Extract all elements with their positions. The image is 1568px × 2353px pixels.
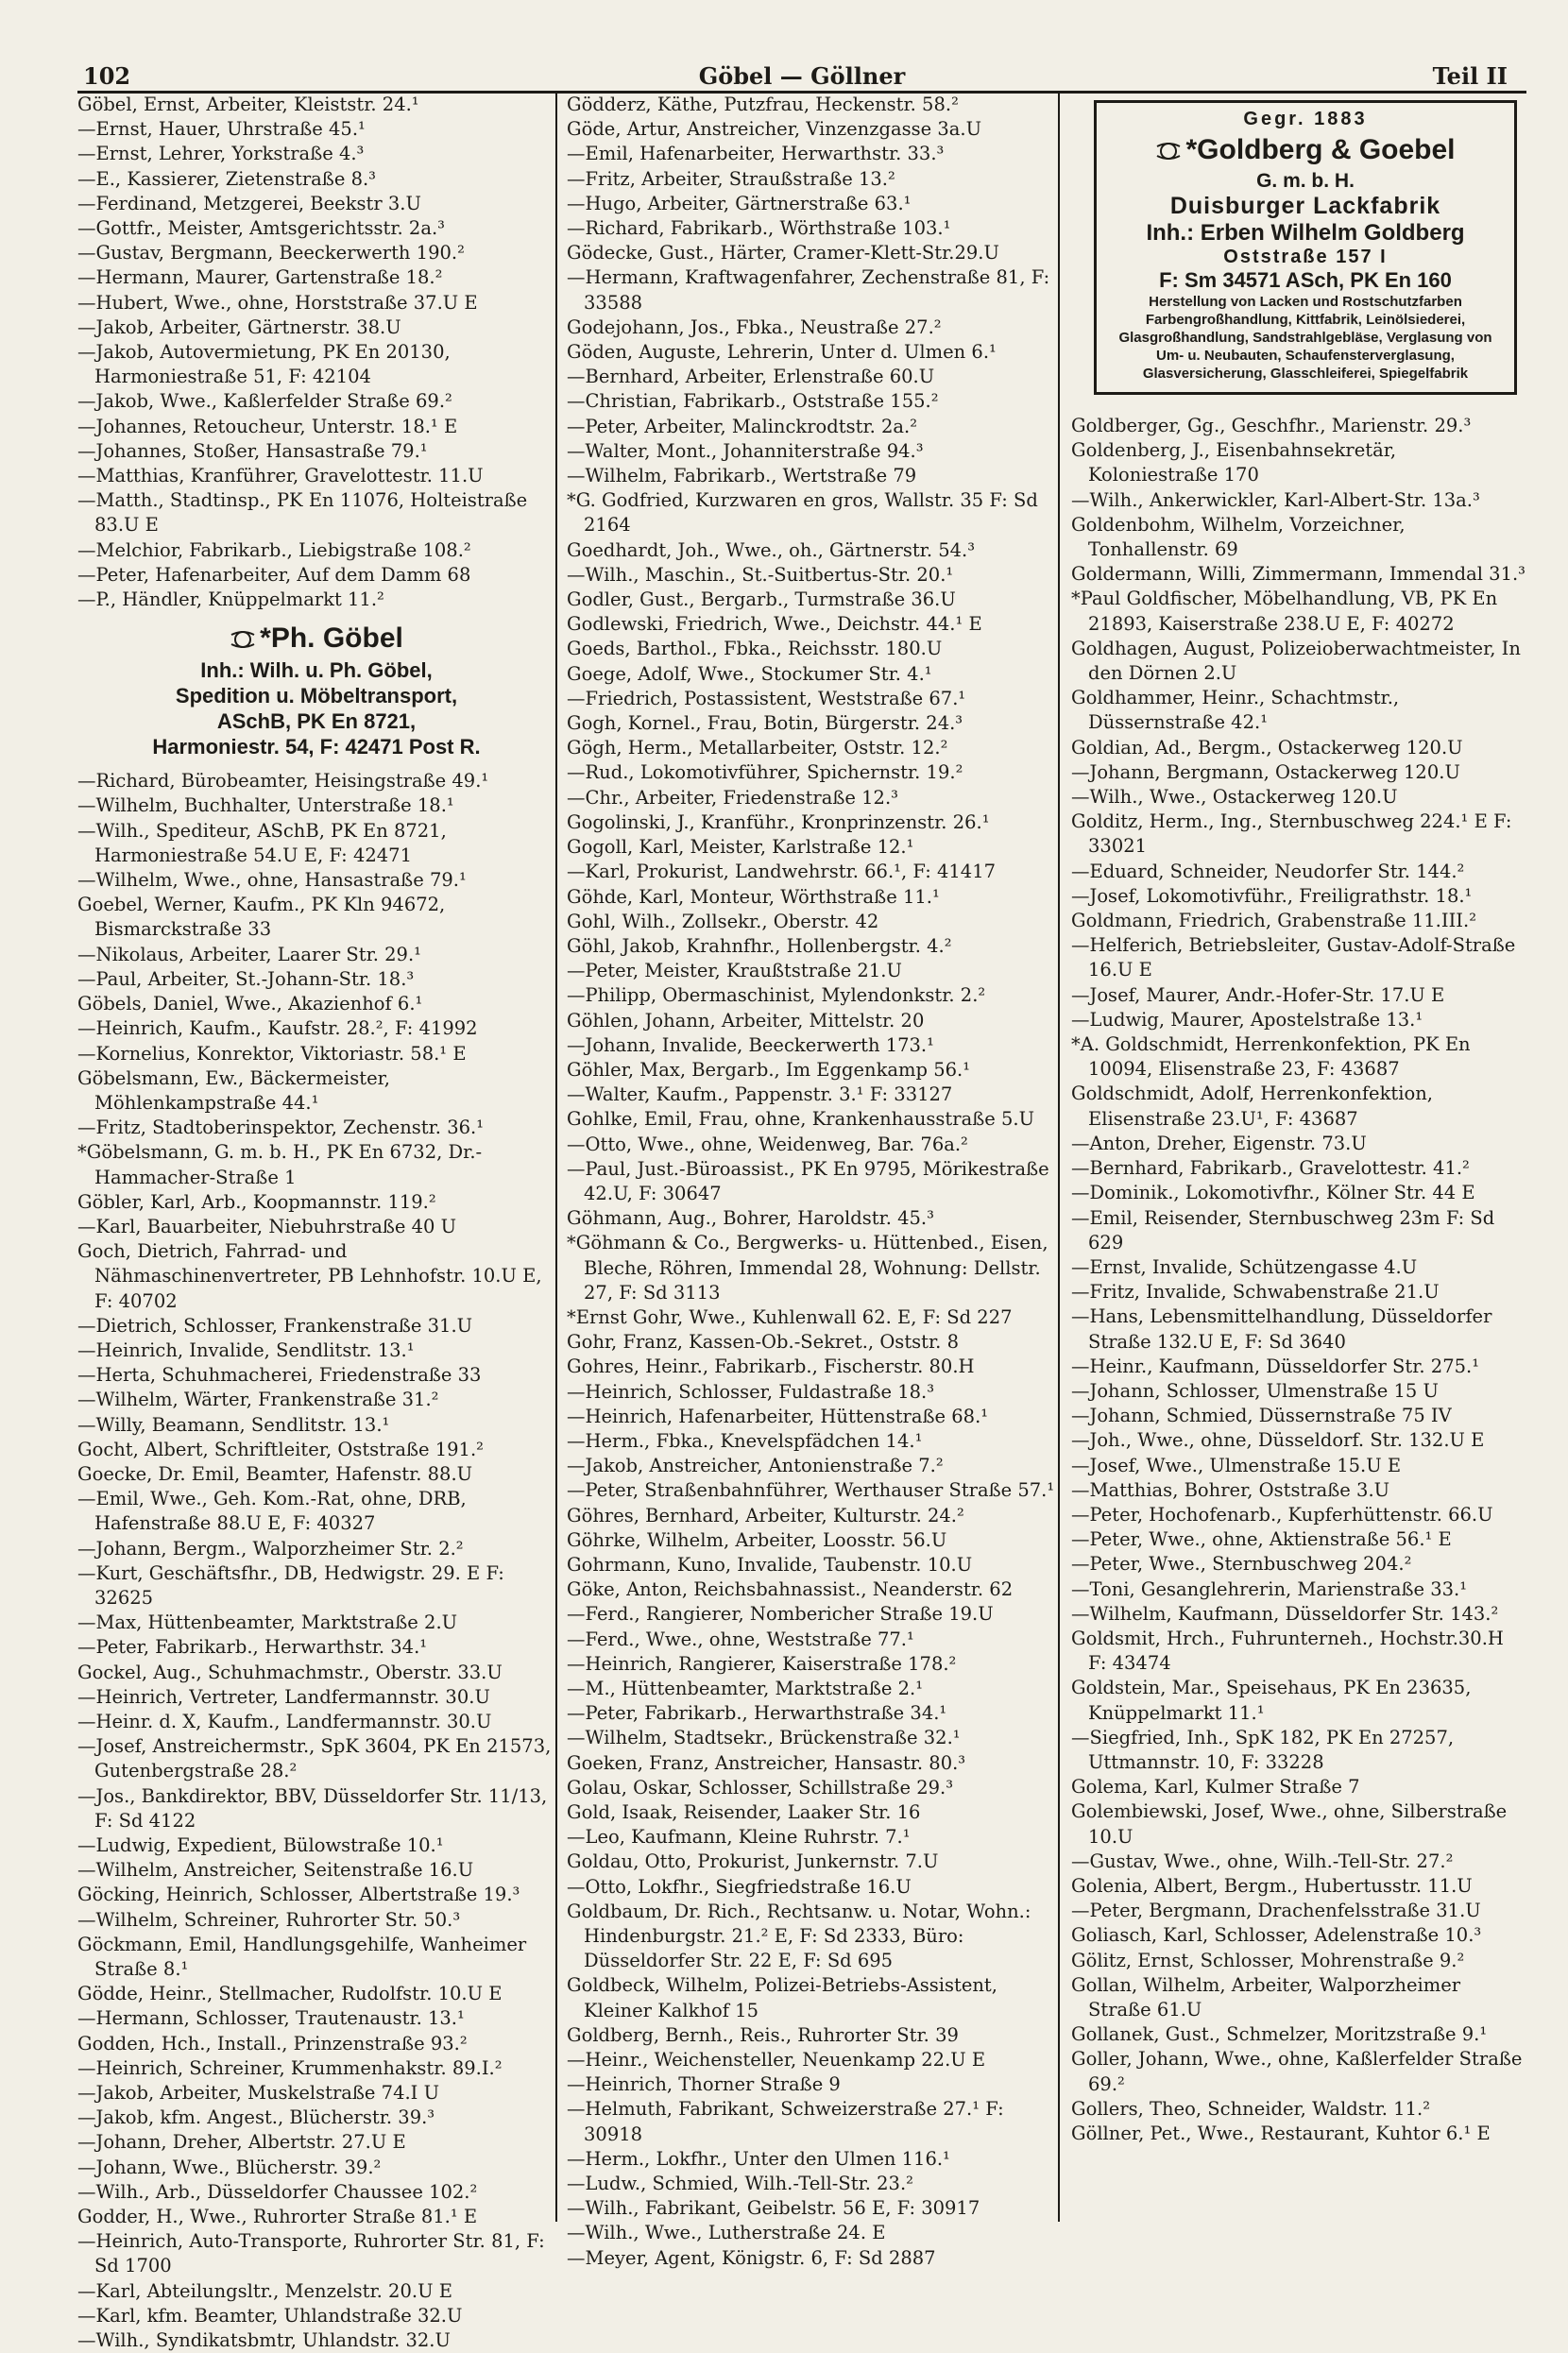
directory-entry: —Paul, Just.-Büroassist., PK En 9795, Mörikestraße 42.U, F: 30647: [567, 1157, 1049, 1204]
column-3: [1071, 93, 1526, 2222]
directory-entry: *Paul Goldfischer, Möbelhandlung, VB, PK En 21893, Kaiserstraße 238.U E, F: 40272: [1071, 588, 1498, 635]
directory-entry: —Heinrich, Schreiner, Krummenhakstr. 89.I.²: [77, 2056, 503, 2079]
directory-entry: Göde, Artur, Anstreicher, Vinzenzgasse 3a.U: [567, 118, 981, 141]
directory-entry: —Johannes, Stoßer, Hansastraße 79.¹: [77, 439, 428, 462]
directory-entry: —Richard, Fabrikarb., Wörthstraße 103.¹: [567, 217, 951, 240]
directory-entry: Göhlen, Johann, Arbeiter, Mittelstr. 20: [567, 1009, 925, 1032]
directory-entry: Goldhammer, Heinr., Schachtmstr., Düssernstraße 42.¹: [1071, 687, 1400, 734]
ad-goldberg-gmbh: G. m. b. H.: [1256, 170, 1355, 192]
directory-entry: —Wilh., Fabrikant, Geibelstr. 56 E, F: 30917: [567, 2197, 980, 2220]
directory-entry: Gogolinski, J., Kranführ., Kronprinzenstr. 26.¹: [567, 810, 990, 833]
ad-goldberg-name: Duisburger Lackfabrik: [1169, 193, 1441, 219]
directory-entry: —Jakob, Autovermietung, PK En 20130, Harmoniestraße 51, F: 42104: [77, 341, 451, 388]
directory-entry: —Gustav, Bergmann, Beeckerwerth 190.²: [77, 242, 465, 264]
directory-entry: —Josef, Anstreichermstr., SpK 3604, PK En 21573, Gutenbergstraße 28.²: [77, 1735, 552, 1782]
directory-entry: —Karl, kfm. Beamter, Uhlandstraße 32.U: [77, 2304, 463, 2327]
directory-entry: —Ludwig, Expedient, Bülowstraße 10.¹: [77, 1834, 444, 1856]
directory-entry: —Jakob, Arbeiter, Muskelstraße 74.I U: [77, 2082, 440, 2105]
directory-entry: —Ludwig, Maurer, Apostelstraße 13.¹: [1071, 1008, 1423, 1031]
directory-entry: —Fritz, Invalide, Schwabenstraße 21.U: [1071, 1281, 1440, 1304]
directory-entry: Goldenberg, J., Eisenbahnsekretär, Koloniestraße 170: [1071, 439, 1397, 486]
globe-logo-icon: [230, 629, 256, 650]
directory-entry: —Peter, Bergmann, Drachenfelsstraße 31.U: [1071, 1900, 1481, 1922]
directory-entry: —Wilh., Spediteur, ASchB, PK En 8721, Harmoniestraße 54.U E, F: 42471: [77, 819, 447, 866]
directory-entry: —Ferd., Wwe., ohne, Weststraße 77.¹: [567, 1628, 914, 1650]
directory-entry: —Otto, Lokfhr., Siegfriedstraße 16.U: [567, 1875, 912, 1898]
directory-entry: —Willy, Beamann, Sendlitstr. 13.¹: [77, 1413, 390, 1436]
directory-entry: Golema, Karl, Kulmer Straße 7: [1071, 1776, 1360, 1799]
directory-entry: —Josef, Maurer, Andr.-Hofer-Str. 17.U E: [1071, 983, 1445, 1006]
directory-entry: *A. Goldschmidt, Herrenkonfektion, PK En 10094, Elisenstraße 23, F: 43687: [1071, 1033, 1471, 1081]
directory-entry: —Kornelius, Konrektor, Viktoriastr. 58.¹ E: [77, 1042, 467, 1065]
directory-entry: —Karl, Prokurist, Landwehrstr. 66.¹, F: 41417: [567, 861, 997, 883]
directory-entry: Goch, Dietrich, Fahrrad- und Nähmaschinenvertreter, PB Lehnhofstr. 10.U E, F: 40702: [77, 1240, 542, 1312]
directory-entry: —Melchior, Fabrikarb., Liebigstraße 108.²: [77, 538, 471, 561]
directory-entry: —Anton, Dreher, Eigenstr. 73.U: [1071, 1132, 1367, 1154]
directory-entry: *Ernst Gohr, Wwe., Kuhlenwall 62. E, F: Sd 227: [567, 1305, 1013, 1328]
directory-entry: —Richard, Bürobeamter, Heisingstraße 49.¹: [77, 770, 489, 793]
column-1: [77, 93, 557, 2352]
directory-entry: Gohl, Wilh., Zollsekr., Oberstr. 42: [567, 910, 879, 932]
directory-entry: —M., Hüttenbeamter, Marktstraße 2.¹: [567, 1678, 924, 1699]
directory-entry: —Heinrich, Vertreter, Landfermannstr. 30.U: [77, 1685, 490, 1708]
column-1-entries-top: [77, 93, 555, 612]
directory-entry: Goeken, Franz, Anstreicher, Hansastr. 80.³: [567, 1751, 966, 1774]
directory-entry: —Bernhard, Fabrikarb., Gravelottestr. 41.²: [1071, 1157, 1470, 1180]
directory-entry: —Friedrich, Postassistent, Weststraße 67.¹: [567, 687, 966, 709]
directory-entry: —Heinrich, Thorner Straße 9: [567, 2073, 841, 2096]
ad-goldberg-description: Herstellung von Lacken und Rostschutzfarben Farbengroßhandlung, Kittfabrik, Leinölsiederei, Glasgroßhandlung, Sandstrahlgebläse, Verglasung von Um- u. Neubauten, Schaufensterverglasung, Glasversicherung, Glasschleiferei, Spiegelfabrik: [1118, 294, 1492, 382]
ad-goebel-lines: [77, 657, 555, 759]
directory-entry: —Heinrich, Auto-Transporte, Ruhrorter Str. 81, F: Sd 1700: [77, 2230, 545, 2277]
directory-entry: Goldschmidt, Adolf, Herrenkonfektion, Elisenstraße 23.U¹, F: 43687: [1071, 1083, 1433, 1130]
directory-entry: —Heinrich, Invalide, Sendlitstr. 13.¹: [77, 1338, 415, 1361]
directory-entry: —Wilh., Syndikatsbmtr, Uhlandstr. 32.U: [77, 2329, 451, 2352]
ad-goebel-line: Spedition u. Möbeltransport,: [175, 684, 458, 708]
part-label: Teil II: [1432, 62, 1508, 90]
directory-entry: Göllner, Pet., Wwe., Restaurant, Kuhtor 6.¹ E: [1071, 2123, 1491, 2145]
directory-entry: —Johann, Schlosser, Ulmenstraße 15 U: [1071, 1379, 1439, 1402]
directory-entry: —Johann, Invalide, Beeckerwerth 173.¹: [567, 1033, 934, 1056]
directory-entry: —Peter, Fabrikarb., Herwarthstraße 34.¹: [567, 1702, 947, 1725]
directory-entry: —Walter, Kaufm., Pappenstr. 3.¹ F: 33127: [567, 1083, 953, 1106]
directory-entry: *Göhmann & Co., Bergwerks- u. Hüttenbed., Eisen, Bleche, Röhren, Immendal 28, Wohnung: Dellstr. 27, F: Sd 3113: [567, 1232, 1048, 1304]
directory-entry: —Karl, Abteilungsltr., Menzelstr. 20.U E: [77, 2279, 452, 2302]
directory-entry: Goldhagen, August, Polizeioberwachtmeister, In den Dörnen 2.U: [1071, 637, 1521, 685]
directory-entry: Goldsmit, Hrch., Fuhrunterneh., Hochstr.30.H F: 43474: [1071, 1627, 1504, 1675]
directory-entry: —Siegfried, Inh., SpK 182, PK En 27257, Uttmannstr. 10, F: 33228: [1071, 1726, 1455, 1773]
directory-entry: —Meyer, Agent, Königstr. 6, F: Sd 2887: [567, 2246, 936, 2269]
directory-entry: —Max, Hüttenbeamter, Marktstraße 2.U: [77, 1611, 458, 1634]
directory-entry: —Wilhelm, Wärter, Frankenstraße 31.²: [77, 1389, 439, 1411]
directory-entry: —Toni, Gesanglehrerin, Marienstraße 33.¹: [1071, 1577, 1468, 1600]
directory-entry: Gödecke, Gust., Härter, Cramer-Klett-Str.29.U: [567, 242, 999, 264]
ad-goebel-line: ASchB, PK En 8721,: [216, 709, 417, 734]
directory-entry: Goliasch, Karl, Schlosser, Adelenstraße 10.³: [1071, 1924, 1482, 1947]
directory-entry: —Hermann, Maurer, Gartenstraße 18.²: [77, 266, 443, 289]
directory-entry: —Ferd., Rangierer, Nombericher Straße 19.U: [567, 1603, 994, 1626]
directory-entry: —Eduard, Schneider, Neudorfer Str. 144.²: [1071, 860, 1465, 882]
directory-entry: —Johann, Wwe., Blücherstr. 39.²: [77, 2156, 382, 2178]
directory-entry: Göhler, Max, Bergarb., Im Eggenkamp 56.¹: [567, 1058, 971, 1081]
directory-entry: —Walter, Mont., Johanniterstraße 94.³: [567, 439, 924, 462]
ad-goldberg: [1094, 100, 1517, 395]
directory-entry: —Fritz, Stadtoberinspektor, Zechenstr. 36.¹: [77, 1117, 485, 1139]
directory-entry: Göhmann, Aug., Bohrer, Haroldstr. 45.³: [567, 1207, 934, 1230]
directory-entry: Goldau, Otto, Prokurist, Junkernstr. 7.U: [567, 1850, 939, 1873]
directory-entry: —Peter, Fabrikarb., Herwarthstr. 34.¹: [77, 1636, 428, 1659]
directory-entry: Goldenbohm, Wilhelm, Vorzeichner, Tonhallenstr. 69: [1071, 513, 1406, 561]
directory-entry: —Wilh., Wwe., Lutherstraße 24. E: [567, 2222, 886, 2244]
directory-entry: Goeds, Barthol., Fbka., Reichsstr. 180.U: [567, 638, 943, 660]
directory-entry: —Wilhelm, Fabrikarb., Wertstraße 79: [567, 465, 917, 487]
directory-entry: —Jos., Bankdirektor, BBV, Düsseldorfer Str. 11/13, F: Sd 4122: [77, 1784, 548, 1832]
directory-entry: Gockel, Aug., Schuhmachmstr., Oberstr. 33.U: [77, 1661, 503, 1683]
directory-entry: —Peter, Hochofenarb., Kupferhüttenstr. 66.U: [1071, 1503, 1493, 1526]
directory-entry: —Dominik., Lokomotivfhr., Kölner Str. 44 E: [1071, 1182, 1475, 1204]
directory-entry: *Göbelsmann, G. m. b. H., PK En 6732, Dr.-Hammacher-Straße 1: [77, 1141, 483, 1188]
directory-entry: —Heinr., Kaufmann, Düsseldorfer Str. 275.¹: [1071, 1355, 1480, 1377]
directory-entry: Golenia, Albert, Bergm., Hubertusstr. 11.U: [1071, 1874, 1473, 1897]
directory-entry: —Hermann, Kraftwagenfahrer, Zechenstraße 81, F: 33588: [567, 266, 1050, 314]
directory-entry: Gogoll, Karl, Meister, Karlstraße 12.¹: [567, 836, 914, 859]
directory-entry: Goldian, Ad., Bergm., Ostackerweg 120.U: [1071, 736, 1463, 759]
ad-goldberg-firm: *Goldberg & Goebel: [1185, 134, 1456, 165]
directory-entry: —Wilh., Wwe., Ostackerweg 120.U: [1071, 786, 1398, 809]
column-2: [567, 93, 1060, 2269]
directory-entry: Godden, Hch., Install., Prinzenstraße 93.²: [77, 2032, 468, 2055]
columns: [77, 93, 1526, 2352]
directory-entry: Goldbaum, Dr. Rich., Rechtsanw. u. Notar, Wohn.: Hindenburgstr. 21.² E, F: Sd 2333, Büro: Düsseldorfer Str. 22 E, F: Sd 695: [567, 1900, 1031, 1972]
directory-entry: Goedhardt, Joh., Wwe., oh., Gärtnerstr. 54.³: [567, 538, 976, 561]
directory-entry: —Josef, Lokomotivführ., Freiligrathstr. 18.¹: [1071, 884, 1473, 907]
directory-entry: —Dietrich, Schlosser, Frankenstraße 31.U: [77, 1314, 473, 1337]
directory-entry: —Emil, Wwe., Geh. Kom.-Rat, ohne, DRB, Hafenstraße 88.U E, F: 40327: [77, 1488, 467, 1535]
directory-entry: Goecke, Dr. Emil, Beamter, Hafenstr. 88.U: [77, 1462, 473, 1485]
directory-entry: Gogh, Kornel., Frau, Botin, Bürgerstr. 24.³: [567, 712, 963, 735]
directory-entry: Göke, Anton, Reichsbahnassist., Neanderstr. 62: [567, 1578, 1014, 1601]
directory-entry: —Kurt, Geschäftsfhr., DB, Hedwigstr. 29. E F: 32625: [77, 1561, 504, 1609]
running-title: Göbel — Göllner: [698, 62, 906, 90]
directory-entry: —Jakob, Arbeiter, Gärtnerstr. 38.U: [77, 315, 401, 338]
directory-entry: —Emil, Reisender, Sternbuschweg 23m F: Sd 629: [1071, 1206, 1495, 1253]
directory-entry: Göbel, Ernst, Arbeiter, Kleiststr. 24.¹: [77, 94, 419, 115]
directory-entry: Gold, Isaak, Reisender, Laaker Str. 16: [567, 1801, 921, 1824]
directory-entry: Gohr, Franz, Kassen-Ob.-Sekret., Oststr. 8: [567, 1331, 959, 1354]
directory-entry: Goebel, Werner, Kaufm., PK Kln 94672, Bismarckstraße 33: [77, 894, 446, 941]
directory-entry: —Matth., Stadtinsp., PK En 11076, Holteistraße 83.U E: [77, 489, 528, 537]
directory-entry: —Hans, Lebensmittelhandlung, Düsseldorfer Straße 132.U E, F: Sd 3640: [1071, 1305, 1492, 1353]
directory-entry: —Gustav, Wwe., ohne, Wilh.-Tell-Str. 27.²: [1071, 1850, 1454, 1872]
directory-entry: Göhde, Karl, Monteur, Wörthstraße 11.¹: [567, 885, 940, 908]
directory-entry: Godlewski, Friedrich, Wwe., Deichstr. 44.¹ E: [567, 613, 982, 636]
directory-entry: Göhrke, Wilhelm, Arbeiter, Loosstr. 56.U: [567, 1528, 947, 1551]
directory-entry: Gohlke, Emil, Frau, ohne, Krankenhausstraße 5.U: [567, 1108, 1035, 1131]
directory-entry: Godder, H., Wwe., Ruhrorter Straße 81.¹ E: [77, 2206, 478, 2228]
directory-entry: —Heinrich, Schlosser, Fuldastraße 18.³: [567, 1380, 935, 1403]
directory-entry: —Wilhelm, Kaufmann, Düsseldorfer Str. 143.²: [1071, 1602, 1499, 1625]
directory-entry: —Nikolaus, Arbeiter, Laarer Str. 29.¹: [77, 943, 421, 965]
directory-entry: —Ferdinand, Metzgerei, Beekstr 3.U: [77, 192, 421, 214]
directory-entry: —Johann, Schmied, Düssernstraße 75 IV: [1071, 1405, 1452, 1427]
directory-entry: Göhres, Bernhard, Arbeiter, Kulturstr. 24.²: [567, 1504, 964, 1526]
directory-entry: —Joh., Wwe., ohne, Düsseldorf. Str. 132.U E: [1071, 1429, 1485, 1452]
directory-entry: *G. Godfried, Kurzwaren en gros, Wallstr. 35 F: Sd 2164: [567, 489, 1038, 537]
directory-entry: Göhl, Jakob, Krahnfhr., Hollenbergstr. 4.²: [567, 934, 952, 957]
directory-entry: Gollers, Theo, Schneider, Waldstr. 11.²: [1071, 2097, 1431, 2120]
ad-goldberg-phone: F: Sm 34571 ASch, PK En 160: [1159, 268, 1452, 292]
directory-entry: —Heinrich, Hafenarbeiter, Hüttenstraße 68.¹: [567, 1405, 989, 1427]
directory-entry: Gohres, Heinr., Fabrikarb., Fischerstr. 80.H: [567, 1356, 975, 1378]
directory-entry: Gohrmann, Kuno, Invalide, Taubenstr. 10.U: [567, 1553, 973, 1576]
directory-entry: —Peter, Wwe., Sternbuschweg 204.²: [1071, 1553, 1412, 1576]
ad-goebel-line: Inh.: Wilh. u. Ph. Göbel,: [200, 658, 433, 683]
directory-entry: Godler, Gust., Bergarb., Turmstraße 36.U: [567, 588, 956, 611]
directory-entry: Goege, Adolf, Wwe., Stockumer Str. 4.¹: [567, 662, 932, 685]
directory-entry: Goldmann, Friedrich, Grabenstraße 11.III.²: [1071, 910, 1477, 932]
directory-entry: —Emil, Hafenarbeiter, Herwarthstr. 33.³: [567, 143, 945, 165]
directory-entry: —Jakob, kfm. Angest., Blücherstr. 39.³: [77, 2106, 435, 2129]
directory-entry: —Heinrich, Kaufm., Kaufstr. 28.², F: 41992: [77, 1017, 478, 1040]
ad-goldberg-founded: Gegr. 1883: [1243, 109, 1368, 129]
directory-entry: —Wilhelm, Buchhalter, Unterstraße 18.¹: [77, 794, 454, 817]
directory-entry: —Bernhard, Arbeiter, Erlenstraße 60.U: [567, 366, 935, 388]
directory-entry: Golditz, Herm., Ing., Sternbuschweg 224.¹ E F: 33021: [1071, 810, 1512, 858]
directory-entry: —Heinr. d. X, Kaufm., Landfermannstr. 30.U: [77, 1710, 492, 1732]
directory-entry: —Otto, Wwe., ohne, Weidenweg, Bar. 76a.²: [567, 1133, 968, 1155]
directory-entry: —Wilh., Maschin., St.-Suitbertus-Str. 20.¹: [567, 563, 954, 586]
directory-entry: —Matthias, Kranführer, Gravelottestr. 11.U: [77, 465, 484, 487]
directory-entry: —Peter, Meister, Kraußtstraße 21.U: [567, 960, 902, 982]
directory-entry: Goldstein, Mar., Speisehaus, PK En 23635, Knüppelmarkt 11.¹: [1071, 1677, 1472, 1724]
directory-entry: —Ernst, Invalide, Schützengasse 4.U: [1071, 1255, 1418, 1278]
directory-entry: —Wilh., Arb., Düsseldorfer Chaussee 102.²: [77, 2180, 478, 2203]
column-1-entries-bottom: [77, 769, 555, 2353]
directory-entry: Golembiewski, Josef, Wwe., ohne, Silberstraße 10.U: [1071, 1800, 1508, 1848]
directory-entry: Göbels, Daniel, Wwe., Akazienhof 6.¹: [77, 993, 423, 1015]
directory-entry: Göden, Auguste, Lehrerin, Unter d. Ulmen 6.¹: [567, 341, 997, 364]
directory-entry: —Wilh., Ankerwickler, Karl-Albert-Str. 13a.³: [1071, 488, 1480, 511]
directory-entry: —Paul, Arbeiter, St.-Johann-Str. 18.³: [77, 967, 415, 990]
directory-entry: —Hubert, Wwe., ohne, Horststraße 37.U E: [77, 291, 478, 314]
directory-entry: —Helferich, Betriebsleiter, Gustav-Adolf-Straße 16.U E: [1071, 934, 1516, 981]
directory-entry: —Johann, Bergmann, Ostackerweg 120.U: [1071, 760, 1460, 783]
directory-entry: —Heinrich, Rangierer, Kaiserstraße 178.²: [567, 1652, 957, 1675]
directory-entry: —Rud., Lokomotivführer, Spichernstr. 19.²: [567, 761, 963, 784]
ad-goebel-firm: *Ph. Göbel: [260, 622, 403, 655]
directory-entry: —Matthias, Bohrer, Oststraße 3.U: [1071, 1478, 1390, 1501]
ad-goldberg-owner: Inh.: Erben Wilhelm Goldberg: [1146, 220, 1465, 246]
ad-goldberg-address: Oststraße 157 I: [1223, 247, 1388, 267]
directory-entry: Goldbeck, Wilhelm, Polizei-Betriebs-Assistent, Kleiner Kalkhof 15: [567, 1974, 997, 2021]
directory-entry: Göbler, Karl, Arb., Koopmannstr. 119.²: [77, 1190, 436, 1213]
directory-entry: —P., Händler, Knüppelmarkt 11.²: [77, 588, 384, 611]
directory-entry: Gocht, Albert, Schriftleiter, Oststraße 191.²: [77, 1438, 484, 1460]
directory-entry: —Helmuth, Fabrikant, Schweizerstraße 27.¹ F: 30918: [567, 2098, 1004, 2145]
directory-entry: Göcking, Heinrich, Schlosser, Albertstraße 19.³: [77, 1884, 520, 1906]
directory-entry: Göckmann, Emil, Handlungsgehilfe, Wanheimer Straße 8.¹: [77, 1933, 527, 1981]
directory-entry: —Jakob, Anstreicher, Antonienstraße 7.²: [567, 1455, 944, 1477]
directory-entry: —Johann, Bergm., Walporzheimer Str. 2.²: [77, 1537, 464, 1560]
directory-entry: —Ludw., Schmied, Wilh.-Tell-Str. 23.²: [567, 2173, 913, 2195]
page-number: 102: [83, 62, 131, 90]
directory-entry: —Peter, Straßenbahnführer, Werthauser Straße 57.¹: [567, 1479, 1055, 1502]
directory-entry: —Peter, Hafenarbeiter, Auf dem Damm 68: [77, 563, 471, 586]
column-3-entries: [1071, 414, 1526, 2146]
directory-entry: —Leo, Kaufmann, Kleine Ruhrstr. 7.¹: [567, 1826, 911, 1849]
directory-entry: Golau, Oskar, Schlosser, Schillstraße 29.³: [567, 1776, 954, 1799]
ad-goebel: [77, 620, 555, 759]
directory-entry: Gödderz, Käthe, Putzfrau, Heckenstr. 58.²: [567, 94, 959, 115]
directory-entry: Godejohann, Jos., Fbka., Neustraße 27.²: [567, 315, 942, 338]
directory-entry: —Karl, Bauarbeiter, Niebuhrstraße 40 U: [77, 1215, 457, 1237]
directory-entry: —Herm., Lokfhr., Unter den Ulmen 116.¹: [567, 2147, 950, 2170]
directory-entry: —Christian, Fabrikarb., Oststraße 155.²: [567, 390, 939, 413]
page-header: [77, 57, 1526, 94]
directory-entry: —Wilhelm, Anstreicher, Seitenstraße 16.U: [77, 1859, 474, 1882]
globe-logo-icon: [1155, 141, 1182, 162]
directory-entry: Göbelsmann, Ew., Bäckermeister, Möhlenkampstraße 44.¹: [77, 1066, 391, 1114]
directory-entry: —Josef, Wwe., Ulmenstraße 15.U E: [1071, 1454, 1402, 1476]
directory-entry: —Peter, Arbeiter, Malinckrodtstr. 2a.²: [567, 415, 918, 437]
directory-entry: Gödde, Heinr., Stellmacher, Rudolfstr. 10.U E: [77, 1983, 503, 2005]
directory-entry: —Herta, Schuhmacherei, Friedenstraße 33: [77, 1364, 482, 1387]
directory-entry: —Johann, Dreher, Albertstr. 27.U E: [77, 2131, 406, 2154]
directory-entry: —Heinr., Weichensteller, Neuenkamp 22.U E: [567, 2049, 986, 2072]
directory-entry: —Hugo, Arbeiter, Gärtnerstraße 63.¹: [567, 192, 912, 214]
directory-entry: —Jakob, Wwe., Kaßlerfelder Straße 69.²: [77, 390, 452, 413]
directory-entry: Goldberg, Bernh., Reis., Ruhrorter Str. 39: [567, 2023, 959, 2046]
directory-entry: —Peter, Wwe., ohne, Aktienstraße 56.¹ E: [1071, 1528, 1452, 1551]
directory-entry: —Philipp, Obermaschinist, Mylendonkstr. 2.²: [567, 984, 986, 1007]
column-2-entries: [567, 93, 1058, 2271]
directory-entry: —Fritz, Arbeiter, Straußstraße 13.²: [567, 167, 895, 190]
directory-entry: Gollan, Wilhelm, Arbeiter, Walporzheimer Straße 61.U: [1071, 1973, 1461, 2021]
directory-entry: Gögh, Herm., Metallarbeiter, Oststr. 12.²: [567, 737, 948, 759]
directory-entry: Goldberger, Gg., Geschfhr., Marienstr. 29.³: [1071, 415, 1472, 436]
directory-entry: Goldermann, Willi, Zimmermann, Immendal 31.³: [1071, 563, 1525, 586]
directory-entry: Goller, Johann, Wwe., ohne, Kaßlerfelder Straße 69.²: [1071, 2048, 1523, 2095]
directory-entry: —Wilhelm, Schreiner, Ruhrorter Str. 50.³: [77, 1908, 461, 1931]
directory-entry: —Chr., Arbeiter, Friedenstraße 12.³: [567, 786, 898, 809]
ad-goebel-line: Harmoniestr. 54, F: 42471 Post R.: [152, 735, 481, 759]
directory-entry: —Johannes, Retoucheur, Unterstr. 18.¹ E: [77, 415, 458, 437]
directory-entry: —Hermann, Schlosser, Trautenaustr. 13.¹: [77, 2007, 465, 2030]
directory-entry: Gölitz, Ernst, Schlosser, Mohrenstraße 9.²: [1071, 1949, 1465, 1971]
directory-entry: —Wilhelm, Stadtsekr., Brückenstraße 32.¹: [567, 1727, 961, 1749]
directory-entry: Gollanek, Gust., Schmelzer, Moritzstraße 9.¹: [1071, 2023, 1488, 2046]
directory-entry: —Ernst, Lehrer, Yorkstraße 4.³: [77, 143, 365, 165]
directory-entry: —Gottfr., Meister, Amtsgerichtsstr. 2a.³: [77, 217, 445, 240]
directory-entry: —Herm., Fbka., Knevelspfädchen 14.¹: [567, 1429, 923, 1452]
directory-entry: —E., Kassierer, Zietenstraße 8.³: [77, 167, 376, 190]
directory-entry: —Wilhelm, Wwe., ohne, Hansastraße 79.¹: [77, 869, 467, 892]
directory-entry: —Ernst, Hauer, Uhrstraße 45.¹: [77, 118, 366, 141]
